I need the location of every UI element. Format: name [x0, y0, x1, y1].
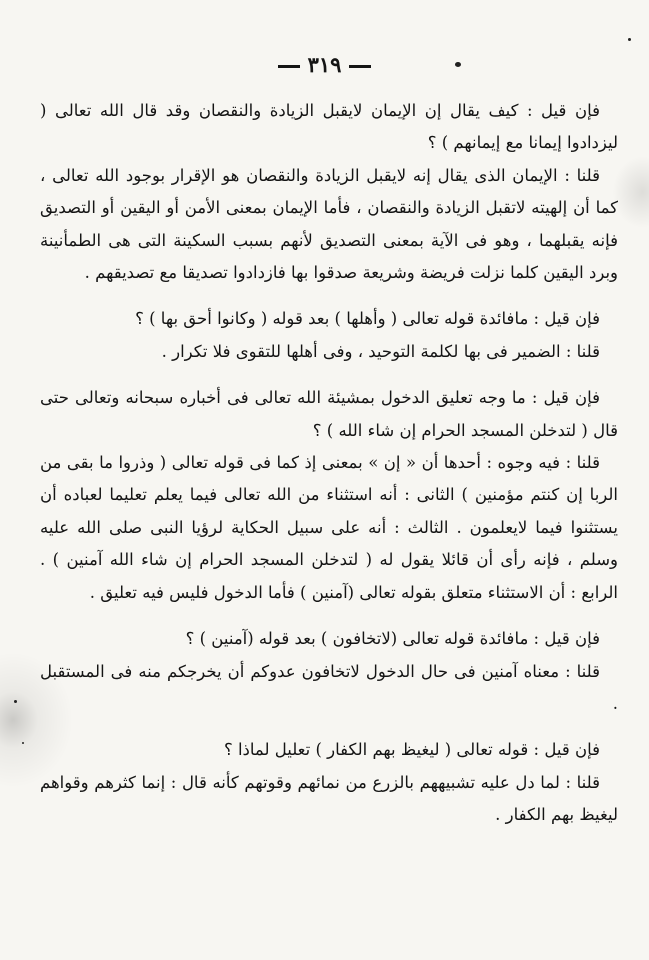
answer-4: قلنا : معناه آمنين فى حال الدخول لاتخافون عدوكم أن يخرجكم منه فى المستقبل .: [40, 661, 618, 713]
ink-speck: [455, 62, 461, 67]
page-body: [40, 95, 618, 832]
header-dash-right: [349, 65, 371, 68]
page-header: [0, 52, 649, 82]
page-number: ٣١٩: [307, 52, 342, 77]
answer-2: قلنا : الضمير فى بها لكلمة التوحيد ، وفى أهلها للتقوى فلا تكرار .: [161, 341, 600, 361]
question-3: فإن قيل : ما وجه تعليق الدخول بمشيئة الله تعالى فى أخباره سبحانه وتعالى حتى قال ( لتدخلن المسجد الحرام إن شاء الله ) ؟: [40, 388, 618, 440]
answer-1: قلنا : الإيمان الذى يقال إنه لايقبل الزيادة والنقصان هو الإقرار بوجود الله تعالى ، كما أن إلهيته لاتقبل الزيادة والنقصان ، فأما الإيمان بمعنى الأمن أو اليقين أو التصديق فإنه يقبلهما ، وهو فى الآية بمعنى التصديق لأنهم بسبب السكينة التى هى الطمأنينة وبرد اليقين كلما نزلت فريضة وشريعة صدقوا بها فازدادوا تصديقا مع تصديقهم .: [40, 165, 618, 283]
ink-speck: [628, 38, 631, 41]
question-2: فإن قيل : مافائدة قوله تعالى ( وأهلها ) بعد قوله ( وكانوا أحق بها ) ؟: [135, 309, 600, 329]
ink-speck: [14, 700, 17, 703]
question-4: فإن قيل : مافائدة قوله تعالى (لاتخافون ) بعد قوله (آمنين ) ؟: [185, 629, 600, 649]
question-1: فإن قيل : كيف يقال إن الإيمان لايقبل الزيادة والنقصان وقد قال الله تعالى ( ليزدادوا إيمانا مع إيمانهم ) ؟: [40, 101, 618, 153]
ink-speck: [22, 742, 24, 744]
question-5: فإن قيل : قوله تعالى ( ليغيظ بهم الكفار ) تعليل لماذا ؟: [223, 740, 600, 760]
answer-5: قلنا : لما دل عليه تشبيههم بالزرع من نمائهم وقوتهم كأنه قال : إنما كثرهم وقواهم ليغيظ بهم الكفار .: [40, 772, 618, 825]
header-dash-left: [278, 65, 300, 68]
answer-3: قلنا : فيه وجوه : أحدها أن « إن » بمعنى إذ كما فى قوله تعالى ( وذروا ما بقى من الربا إن كنتم مؤمنين ) الثانى : أنه استثناء من الله تعالى فيما يعلم تعليما لعباده أن يستثنوا فيما لايعلمون . الثالث : أنه على سبيل الحكاية لرؤيا النبى صلى الله عليه وسلم ، فإنه رأى أن قائلا يقول له ( لتدخلن المسجد الحرام إن شاء الله آمنين ) . الرابع : أن الاستثناء متعلق بقوله تعالى (آمنين ) فأما الدخول فليس فيه تعليق .: [40, 453, 618, 602]
